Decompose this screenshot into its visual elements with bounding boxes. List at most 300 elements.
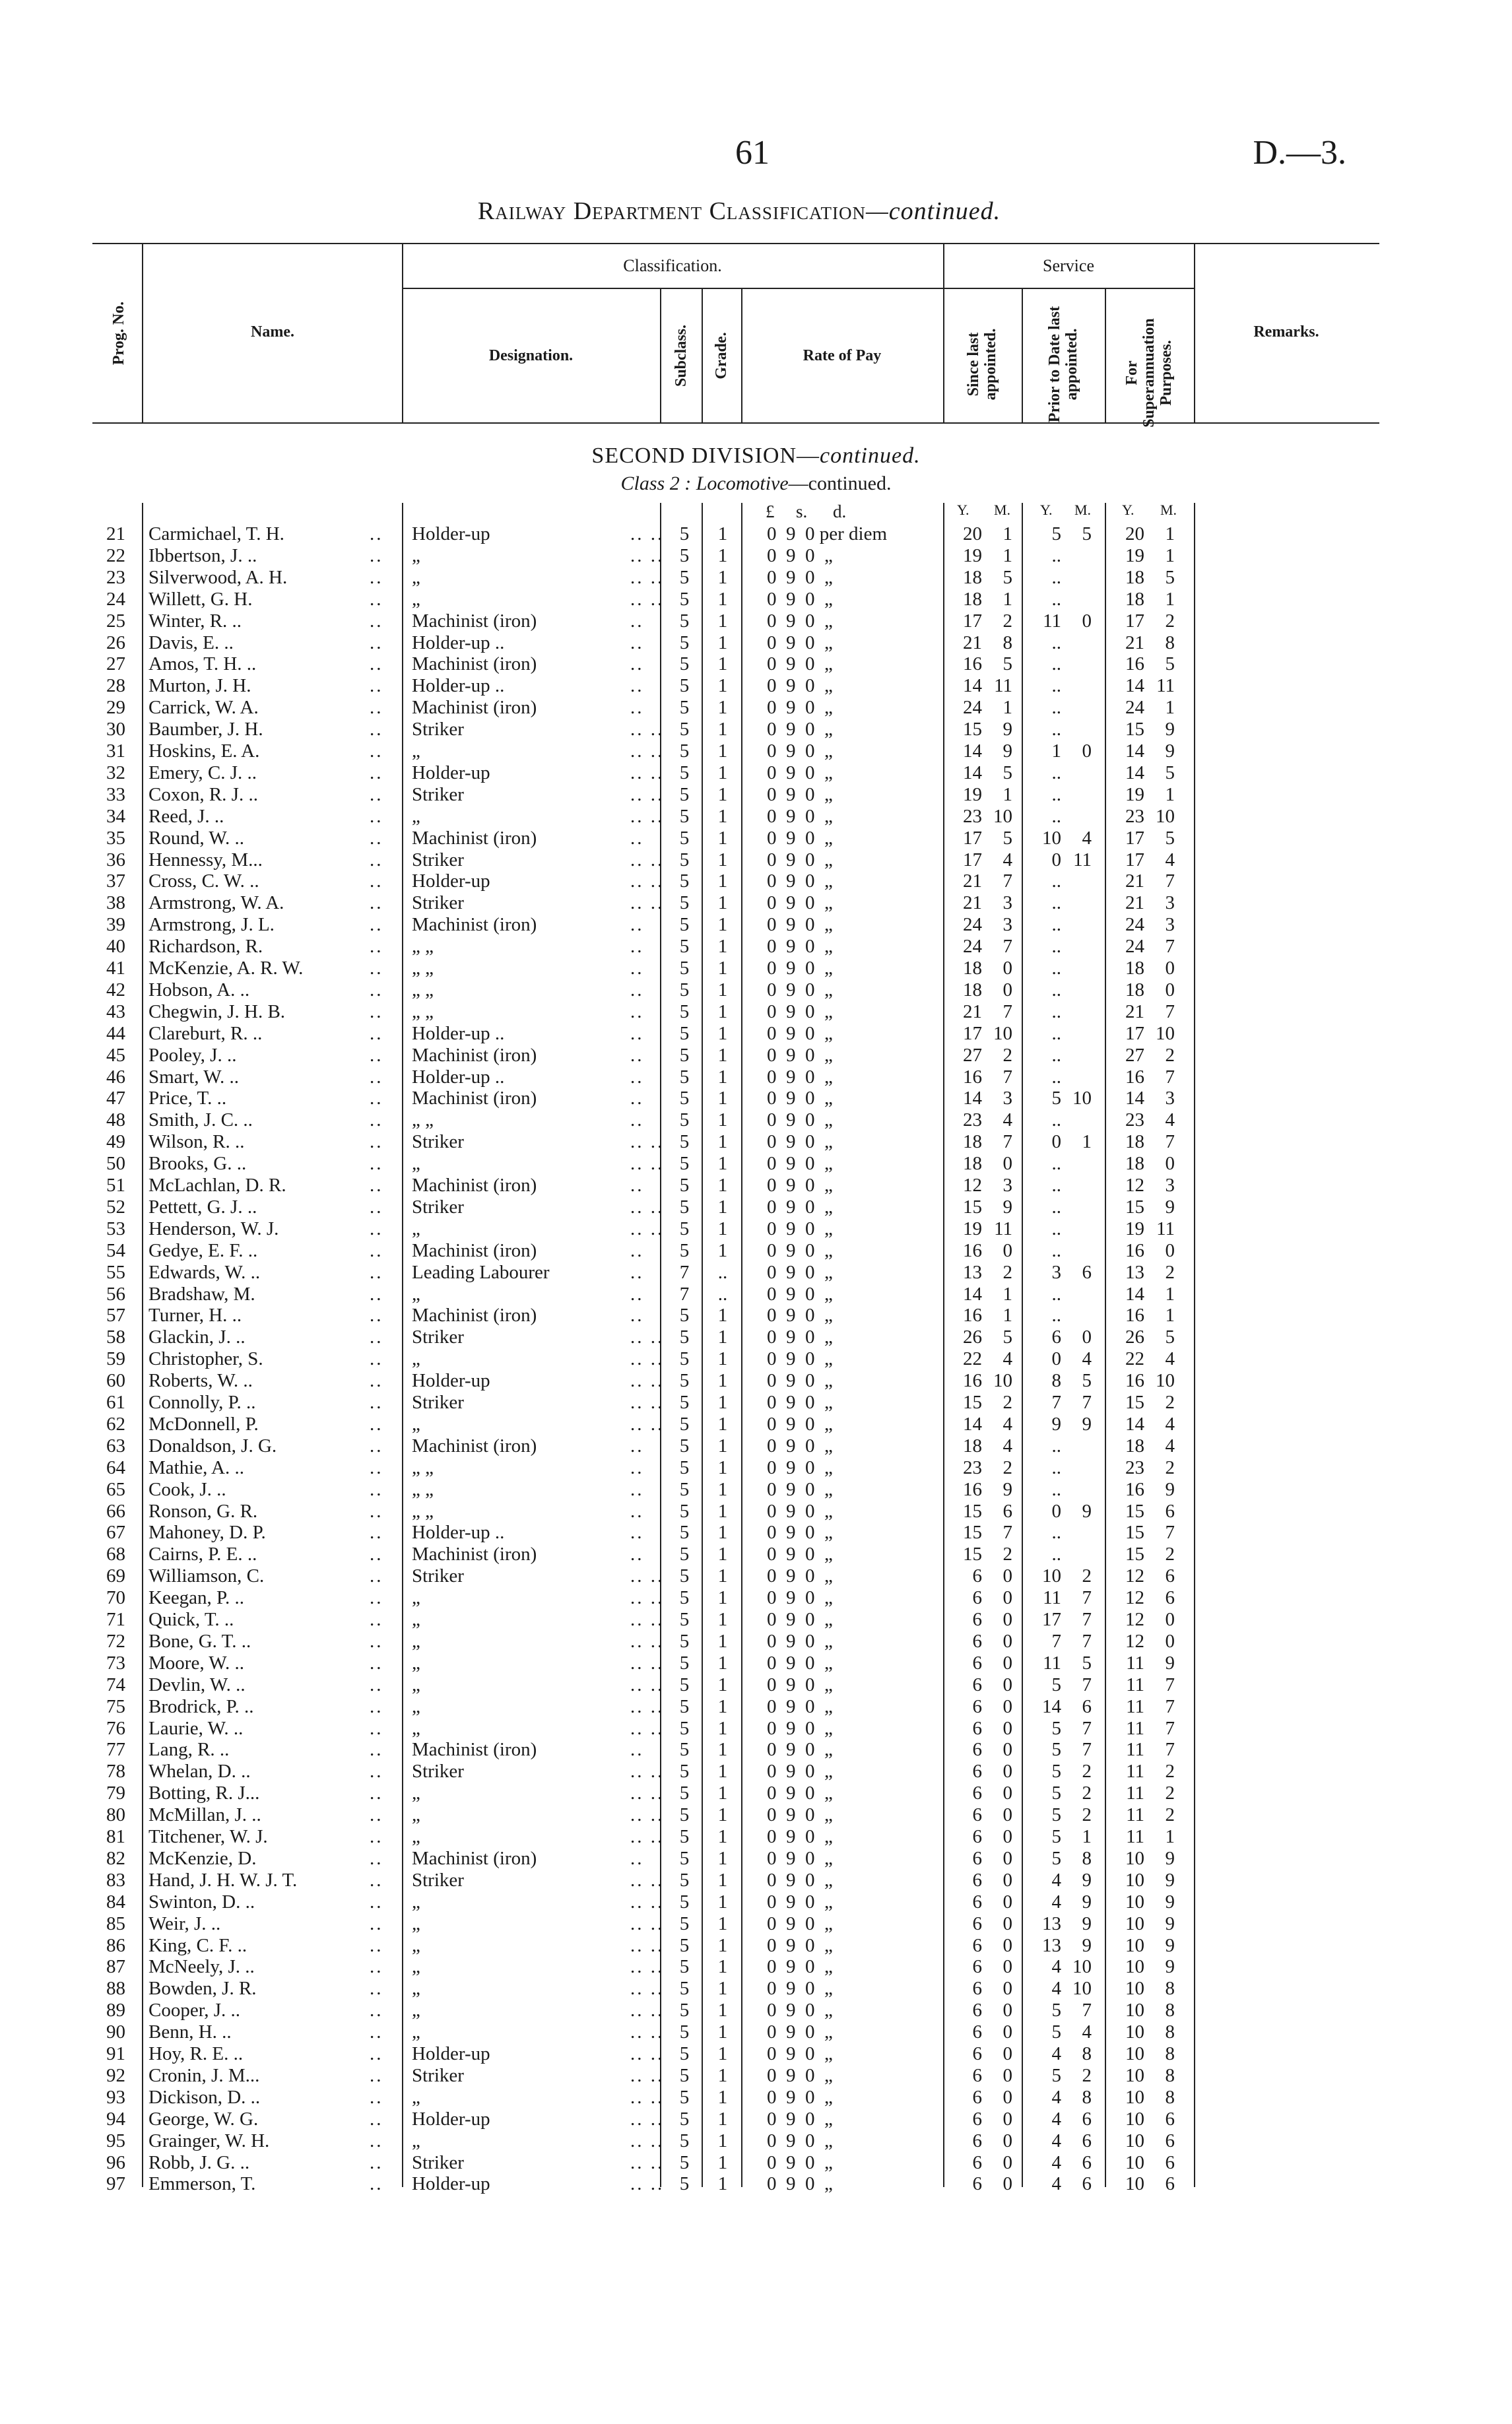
years-value: 18 bbox=[963, 588, 982, 610]
leader-dots: .. bbox=[370, 610, 383, 632]
rate-of-pay-cell: 0 9 0 „ bbox=[767, 544, 833, 566]
months-value: 9 bbox=[1165, 719, 1175, 740]
leader-dots: .. bbox=[630, 979, 644, 1000]
table-row bbox=[0, 632, 1512, 654]
months-value: 10 bbox=[993, 1022, 1012, 1044]
name-cell: Dickison, D. .. bbox=[148, 2086, 261, 2108]
years-value: .. bbox=[1051, 1109, 1061, 1131]
years-value: 12 bbox=[1125, 1587, 1144, 1609]
years-value: 6 bbox=[972, 1674, 982, 1695]
name-cell: King, C. F. .. bbox=[148, 1934, 247, 1956]
grade-cell: 1 bbox=[717, 827, 728, 849]
since-last-cell bbox=[950, 762, 1020, 784]
leader-dots: .. bbox=[630, 1500, 644, 1522]
table-row bbox=[0, 1891, 1512, 1913]
prior-to-date-cell bbox=[1030, 1739, 1103, 1761]
years-value: 11 bbox=[1126, 1674, 1144, 1695]
months-value: 7 bbox=[1003, 1131, 1012, 1153]
years-value: .. bbox=[1051, 1239, 1061, 1261]
name-cell: Armstrong, W. A. bbox=[148, 892, 284, 914]
leader-dots: .. bbox=[370, 1066, 383, 1088]
years-value: 5 bbox=[1051, 1804, 1061, 1826]
rate-of-pay-cell: 0 9 0 „ bbox=[767, 1978, 833, 2000]
rate-of-pay-cell: 0 9 0 „ bbox=[767, 1783, 833, 1804]
years-value: 17 bbox=[1125, 610, 1144, 632]
prog-no-cell: 95 bbox=[106, 2130, 125, 2151]
years-value: 16 bbox=[963, 1239, 982, 1261]
years-value: 24 bbox=[963, 914, 982, 936]
subclass-cell: 5 bbox=[679, 1131, 690, 1153]
months-value: 9 bbox=[1165, 1196, 1175, 1218]
years-value: 6 bbox=[972, 2151, 982, 2173]
header-divider bbox=[702, 288, 703, 424]
designation-cell: „ bbox=[412, 1153, 420, 1175]
years-value: 10 bbox=[1042, 1565, 1061, 1587]
designation-cell: Striker bbox=[412, 849, 464, 870]
prior-to-date-cell bbox=[1030, 1109, 1103, 1131]
since-last-cell bbox=[950, 1001, 1020, 1023]
grade-cell: 1 bbox=[717, 675, 728, 697]
prog-no-cell: 47 bbox=[106, 1088, 125, 1109]
since-last-cell bbox=[950, 2043, 1020, 2065]
designation-cell: Holder-up bbox=[412, 870, 490, 892]
since-last-cell bbox=[950, 1978, 1020, 2000]
class-continued: —continued. bbox=[788, 473, 892, 494]
leader-dots: .. bbox=[370, 2000, 383, 2021]
designation-cell: „ bbox=[412, 2130, 420, 2151]
grade-cell: 1 bbox=[717, 1088, 728, 1109]
prog-no-cell: 71 bbox=[106, 1609, 125, 1630]
since-last-cell bbox=[950, 545, 1020, 567]
name-cell: Weir, J. .. bbox=[148, 1913, 221, 1934]
rate-of-pay-cell: 0 9 0 „ bbox=[767, 1609, 833, 1630]
years-value: .. bbox=[1051, 544, 1061, 566]
table-row bbox=[0, 1696, 1512, 1718]
years-value: 10 bbox=[1125, 2064, 1144, 2086]
leader-dots: .. bbox=[370, 566, 383, 588]
grade-cell: 1 bbox=[717, 1587, 728, 1609]
leader-dots: .. bbox=[370, 849, 383, 870]
page-number: 61 bbox=[735, 134, 770, 172]
years-value: 16 bbox=[963, 653, 982, 675]
months-value: 7 bbox=[1165, 1695, 1175, 1717]
designation-cell: Holder-up .. bbox=[412, 675, 505, 697]
superannuation-cell bbox=[1113, 1370, 1184, 1392]
subclass-cell: 5 bbox=[679, 1413, 690, 1435]
table-row bbox=[0, 1196, 1512, 1218]
since-last-cell bbox=[950, 1262, 1020, 1284]
leader-dots: .. bbox=[370, 1022, 383, 1044]
months-value: 8 bbox=[1082, 2043, 1092, 2064]
prior-to-date-cell bbox=[1030, 1066, 1103, 1088]
months-value: 1 bbox=[1003, 588, 1012, 610]
leader-dots: .. bbox=[370, 523, 383, 544]
superannuation-cell bbox=[1113, 1565, 1184, 1587]
grade-cell: 1 bbox=[717, 1435, 728, 1457]
header-bottom-rule bbox=[92, 422, 1379, 424]
leader-dots: .. bbox=[370, 653, 383, 675]
prior-to-date-cell bbox=[1030, 1045, 1103, 1066]
leader-dots: .. .. bbox=[630, 805, 665, 827]
rate-of-pay-cell: 0 9 0 „ bbox=[767, 805, 833, 827]
superannuation-cell bbox=[1113, 2021, 1184, 2043]
months-value: 0 bbox=[1003, 2108, 1012, 2130]
years-value: .. bbox=[1051, 870, 1061, 892]
years-value: 10 bbox=[1125, 2000, 1144, 2021]
years-value: 5 bbox=[1051, 523, 1061, 544]
months-value: 9 bbox=[1082, 1913, 1092, 1934]
years-value: 0 bbox=[1051, 1131, 1061, 1153]
leader-dots: .. bbox=[630, 827, 644, 849]
years-value: 27 bbox=[963, 1044, 982, 1066]
grade-cell: 1 bbox=[717, 653, 728, 675]
years-value: 4 bbox=[1051, 2130, 1061, 2151]
superannuation-cell bbox=[1113, 2043, 1184, 2065]
prior-to-date-cell bbox=[1030, 1544, 1103, 1565]
months-value: 5 bbox=[1003, 827, 1012, 849]
months-value: 9 bbox=[1003, 1478, 1012, 1500]
years-value: 21 bbox=[963, 870, 982, 892]
months-value: 0 bbox=[1003, 2130, 1012, 2151]
grade-cell: 1 bbox=[717, 1913, 728, 1934]
designation-cell: „ bbox=[412, 1609, 420, 1630]
months-value: 7 bbox=[1003, 1000, 1012, 1022]
name-cell: Brooks, G. .. bbox=[148, 1153, 247, 1175]
prior-to-date-cell bbox=[1030, 1305, 1103, 1327]
rate-of-pay-cell: 0 9 0 „ bbox=[767, 1066, 833, 1088]
since-last-cell bbox=[950, 1739, 1020, 1761]
years-value: .. bbox=[1051, 1478, 1061, 1500]
months-value: 2 bbox=[1165, 1261, 1175, 1283]
designation-cell: Holder-up bbox=[412, 523, 490, 544]
grade-cell: 1 bbox=[717, 1327, 728, 1348]
subclass-cell: 5 bbox=[679, 1348, 690, 1370]
years-value: 18 bbox=[1125, 588, 1144, 610]
superannuation-cell bbox=[1113, 2152, 1184, 2174]
table-row bbox=[0, 1848, 1512, 1870]
years-value: 14 bbox=[1125, 675, 1144, 697]
designation-cell: Striker bbox=[412, 1869, 464, 1891]
classification-underline bbox=[402, 288, 943, 289]
grade-cell: 1 bbox=[717, 1783, 728, 1804]
years-value: .. bbox=[1051, 1457, 1061, 1478]
years-value: 14 bbox=[1042, 1695, 1061, 1717]
name-cell: Mathie, A. .. bbox=[148, 1457, 244, 1478]
superannuation-cell bbox=[1113, 1392, 1184, 1414]
rate-of-pay-cell: 0 9 0 „ bbox=[767, 1847, 833, 1869]
subclass-cell: 5 bbox=[679, 632, 690, 653]
prior-to-date-cell bbox=[1030, 1392, 1103, 1414]
rate-of-pay-cell: 0 9 0 „ bbox=[767, 762, 833, 783]
since-last-cell bbox=[950, 1218, 1020, 1240]
years-value: 10 bbox=[1125, 1956, 1144, 1978]
months-value: 1 bbox=[1082, 1826, 1092, 1847]
leader-dots: .. .. bbox=[630, 1891, 665, 1913]
subclass-cell: 5 bbox=[679, 805, 690, 827]
grade-cell: 1 bbox=[717, 2108, 728, 2130]
months-value: 0 bbox=[1165, 1630, 1175, 1652]
since-last-cell bbox=[950, 1457, 1020, 1479]
leader-dots: .. bbox=[370, 1370, 383, 1392]
since-last-cell bbox=[950, 1891, 1020, 1913]
years-value: .. bbox=[1051, 1522, 1061, 1544]
table-row bbox=[0, 1370, 1512, 1392]
since-last-cell bbox=[950, 697, 1020, 719]
table-row bbox=[0, 1609, 1512, 1631]
leader-dots: .. bbox=[370, 1239, 383, 1261]
prog-no-cell: 57 bbox=[106, 1305, 125, 1327]
leader-dots: .. .. bbox=[630, 566, 665, 588]
table-row bbox=[0, 1435, 1512, 1457]
rate-of-pay-cell: 0 9 0 „ bbox=[767, 740, 833, 762]
leader-dots: .. bbox=[370, 1000, 383, 1022]
months-value: 1 bbox=[1165, 1305, 1175, 1327]
rate-of-pay-cell: 0 9 0 „ bbox=[767, 632, 833, 653]
years-value: 20 bbox=[1125, 523, 1144, 544]
months-value: 5 bbox=[1082, 1370, 1092, 1392]
name-cell: McKenzie, D. bbox=[148, 1847, 257, 1869]
years-value: 4 bbox=[1051, 2108, 1061, 2130]
designation-cell: Holder-up bbox=[412, 762, 490, 783]
since-last-cell bbox=[950, 1045, 1020, 1066]
years-value: 11 bbox=[1126, 1695, 1144, 1717]
months-value: 9 bbox=[1082, 1500, 1092, 1522]
table-row bbox=[0, 1587, 1512, 1609]
prog-no-cell: 26 bbox=[106, 632, 125, 653]
years-value: 18 bbox=[963, 1435, 982, 1457]
years-value: 24 bbox=[1125, 914, 1144, 936]
years-value: .. bbox=[1051, 958, 1061, 979]
years-value: 18 bbox=[1125, 979, 1144, 1000]
since-last-cell bbox=[950, 1435, 1020, 1457]
superannuation-cell bbox=[1113, 1631, 1184, 1653]
leader-dots: .. bbox=[630, 1175, 644, 1196]
rate-of-pay-cell: 0 9 0 „ bbox=[767, 1652, 833, 1674]
years-value: 15 bbox=[1125, 1500, 1144, 1522]
months-value: 7 bbox=[1082, 1739, 1092, 1761]
months-value: 0 bbox=[1082, 740, 1092, 762]
designation-cell: „ bbox=[412, 1413, 420, 1435]
months-value: 7 bbox=[1165, 870, 1175, 892]
superannuation-cell bbox=[1113, 784, 1184, 806]
prog-no-cell: 60 bbox=[106, 1370, 125, 1392]
table-row bbox=[0, 1501, 1512, 1523]
months-value: 6 bbox=[1165, 2151, 1175, 2173]
grade-cell: 1 bbox=[717, 1565, 728, 1587]
leader-dots: .. bbox=[370, 1131, 383, 1153]
leader-dots: .. bbox=[370, 1761, 383, 1783]
column-grade: Grade. bbox=[713, 332, 730, 379]
rate-of-pay-cell: 0 9 0 „ bbox=[767, 1869, 833, 1891]
prior-to-date-cell bbox=[1030, 1783, 1103, 1804]
leader-dots: .. bbox=[370, 1869, 383, 1891]
years-value: 5 bbox=[1051, 1717, 1061, 1739]
rate-of-pay-cell: 0 9 0 „ bbox=[767, 1283, 833, 1305]
grade-cell: 1 bbox=[717, 1239, 728, 1261]
rate-of-pay-cell: 0 9 0 „ bbox=[767, 1392, 833, 1413]
rate-of-pay-cell: 0 9 0 „ bbox=[767, 914, 833, 936]
designation-cell: „ „ bbox=[412, 958, 434, 979]
months-value: 8 bbox=[1165, 632, 1175, 653]
leader-dots: .. bbox=[370, 762, 383, 783]
designation-cell: „ bbox=[412, 1695, 420, 1717]
since-last-cell bbox=[950, 632, 1020, 654]
months-value: 1 bbox=[1082, 1131, 1092, 1153]
leader-dots: .. bbox=[630, 1544, 644, 1565]
months-value: 1 bbox=[1003, 523, 1012, 544]
superannuation-cell bbox=[1113, 589, 1184, 610]
since-last-cell bbox=[950, 936, 1020, 958]
rate-of-pay-cell: 0 9 0 „ bbox=[767, 2021, 833, 2043]
months-value: 6 bbox=[1165, 1587, 1175, 1609]
leader-dots: .. bbox=[370, 1478, 383, 1500]
name-cell: Gedye, E. F. .. bbox=[148, 1239, 258, 1261]
months-value: 2 bbox=[1165, 1392, 1175, 1413]
years-value: 19 bbox=[1125, 1218, 1144, 1239]
years-value: 8 bbox=[1051, 1370, 1061, 1392]
years-value: 24 bbox=[963, 697, 982, 719]
rate-of-pay-cell: 0 9 0 „ bbox=[767, 1956, 833, 1978]
name-cell: Willett, G. H. bbox=[148, 588, 253, 610]
rate-of-pay-cell: 0 9 0 „ bbox=[767, 1565, 833, 1587]
grade-cell: 1 bbox=[717, 1175, 728, 1196]
since-last-cell bbox=[950, 1956, 1020, 1978]
name-cell: Smith, J. C. .. bbox=[148, 1109, 253, 1131]
prior-to-date-cell bbox=[1030, 958, 1103, 979]
subclass-cell: 5 bbox=[679, 1847, 690, 1869]
years-value: 12 bbox=[963, 1175, 982, 1196]
table-row bbox=[0, 1761, 1512, 1783]
since-last-cell bbox=[950, 1587, 1020, 1609]
leader-dots: .. bbox=[370, 2173, 383, 2195]
rate-of-pay-cell: 0 9 0 „ bbox=[767, 1218, 833, 1239]
prog-no-cell: 53 bbox=[106, 1218, 125, 1239]
months-value: 2 bbox=[1082, 1761, 1092, 1783]
years-value: 26 bbox=[1125, 1327, 1144, 1348]
since-last-cell bbox=[950, 2130, 1020, 2152]
months-value: 4 bbox=[1165, 849, 1175, 870]
leader-dots: .. .. bbox=[630, 1674, 665, 1695]
since-last-cell bbox=[950, 1284, 1020, 1305]
table-row bbox=[0, 1804, 1512, 1826]
table-row bbox=[0, 1327, 1512, 1348]
years-value: 18 bbox=[1125, 1435, 1144, 1457]
subclass-cell: 5 bbox=[679, 1392, 690, 1413]
months-value: 9 bbox=[1165, 1934, 1175, 1956]
prior-to-date-cell bbox=[1030, 1501, 1103, 1523]
rate-of-pay-cell: 0 9 0 „ bbox=[767, 675, 833, 697]
months-value: 0 bbox=[1003, 1239, 1012, 1261]
superannuation-cell bbox=[1113, 1088, 1184, 1109]
months-value: 1 bbox=[1003, 697, 1012, 719]
since-last-cell bbox=[950, 610, 1020, 632]
name-cell: Cross, C. W. .. bbox=[148, 870, 259, 892]
months-value: 2 bbox=[1082, 2064, 1092, 2086]
designation-cell: „ bbox=[412, 805, 420, 827]
leader-dots: .. bbox=[630, 1305, 644, 1327]
prior-to-date-cell bbox=[1030, 1414, 1103, 1435]
months-value: 7 bbox=[1082, 1609, 1092, 1630]
years-value: 18 bbox=[963, 566, 982, 588]
months-value: 5 bbox=[1003, 1327, 1012, 1348]
superannuation-cell bbox=[1113, 1718, 1184, 1740]
years-value: 17 bbox=[1125, 849, 1144, 870]
leader-dots: .. .. bbox=[630, 2130, 665, 2151]
years-value: 18 bbox=[1125, 566, 1144, 588]
leader-dots: .. bbox=[630, 914, 644, 936]
months-value: 9 bbox=[1165, 1956, 1175, 1978]
leader-dots: .. .. bbox=[630, 1717, 665, 1739]
rate-of-pay-cell: 0 9 0 „ bbox=[767, 958, 833, 979]
table-row bbox=[0, 1262, 1512, 1284]
months-value: 7 bbox=[1003, 1066, 1012, 1088]
months-value: 7 bbox=[1003, 936, 1012, 958]
months-value: 2 bbox=[1165, 1761, 1175, 1783]
months-value: 6 bbox=[1165, 1500, 1175, 1522]
leader-dots: .. .. bbox=[630, 1131, 665, 1153]
since-last-cell bbox=[950, 740, 1020, 762]
subclass-cell: 5 bbox=[679, 1109, 690, 1131]
subclass-cell: 5 bbox=[679, 1717, 690, 1739]
service-underline bbox=[943, 288, 1194, 289]
rate-of-pay-cell: 0 9 0 „ bbox=[767, 2086, 833, 2108]
months-value: 6 bbox=[1082, 2130, 1092, 2151]
subclass-cell: 5 bbox=[679, 1153, 690, 1175]
grade-cell: 1 bbox=[717, 2021, 728, 2043]
prog-no-cell: 46 bbox=[106, 1066, 125, 1088]
prior-to-date-cell bbox=[1030, 784, 1103, 806]
designation-cell: „ bbox=[412, 2021, 420, 2043]
rate-of-pay-cell: 0 9 0 „ bbox=[767, 1348, 833, 1370]
leader-dots: .. .. bbox=[630, 1153, 665, 1175]
prior-to-date-cell bbox=[1030, 697, 1103, 719]
grade-cell: 1 bbox=[717, 2173, 728, 2195]
months-value: 4 bbox=[1082, 827, 1092, 849]
years-value: 11 bbox=[1126, 1761, 1144, 1783]
months-value: 0 bbox=[1003, 1153, 1012, 1175]
prior-to-date-cell bbox=[1030, 1826, 1103, 1848]
months-value: 9 bbox=[1003, 719, 1012, 740]
subclass-cell: 5 bbox=[679, 2086, 690, 2108]
months-value: 6 bbox=[1082, 1695, 1092, 1717]
subclass-cell: 5 bbox=[679, 1978, 690, 2000]
prior-to-date-cell bbox=[1030, 1175, 1103, 1196]
superannuation-cell bbox=[1113, 1305, 1184, 1327]
grade-cell: 1 bbox=[717, 1109, 728, 1131]
grade-cell: .. bbox=[717, 1283, 728, 1305]
years-value: 14 bbox=[963, 1413, 982, 1435]
prior-to-date-cell bbox=[1030, 1131, 1103, 1153]
prog-no-cell: 55 bbox=[106, 1261, 125, 1283]
leader-dots: .. bbox=[370, 1934, 383, 1956]
superannuation-cell bbox=[1113, 1804, 1184, 1826]
grade-cell: 1 bbox=[717, 1370, 728, 1392]
prior-to-date-cell bbox=[1030, 1479, 1103, 1501]
months-value: 4 bbox=[1003, 1109, 1012, 1131]
subclass-cell: 5 bbox=[679, 610, 690, 632]
subclass-cell: 5 bbox=[679, 2151, 690, 2173]
grade-cell: 1 bbox=[717, 1934, 728, 1956]
table-row bbox=[0, 1131, 1512, 1153]
grade-cell: 1 bbox=[717, 2064, 728, 2086]
years-value: 14 bbox=[1125, 1283, 1144, 1305]
leader-dots: .. .. bbox=[630, 1978, 665, 2000]
table-row bbox=[0, 1783, 1512, 1804]
years-value: .. bbox=[1051, 1283, 1061, 1305]
years-value: 5 bbox=[1051, 1088, 1061, 1109]
rate-of-pay-cell: 0 9 0 „ bbox=[767, 2064, 833, 2086]
months-value: 10 bbox=[993, 1370, 1012, 1392]
